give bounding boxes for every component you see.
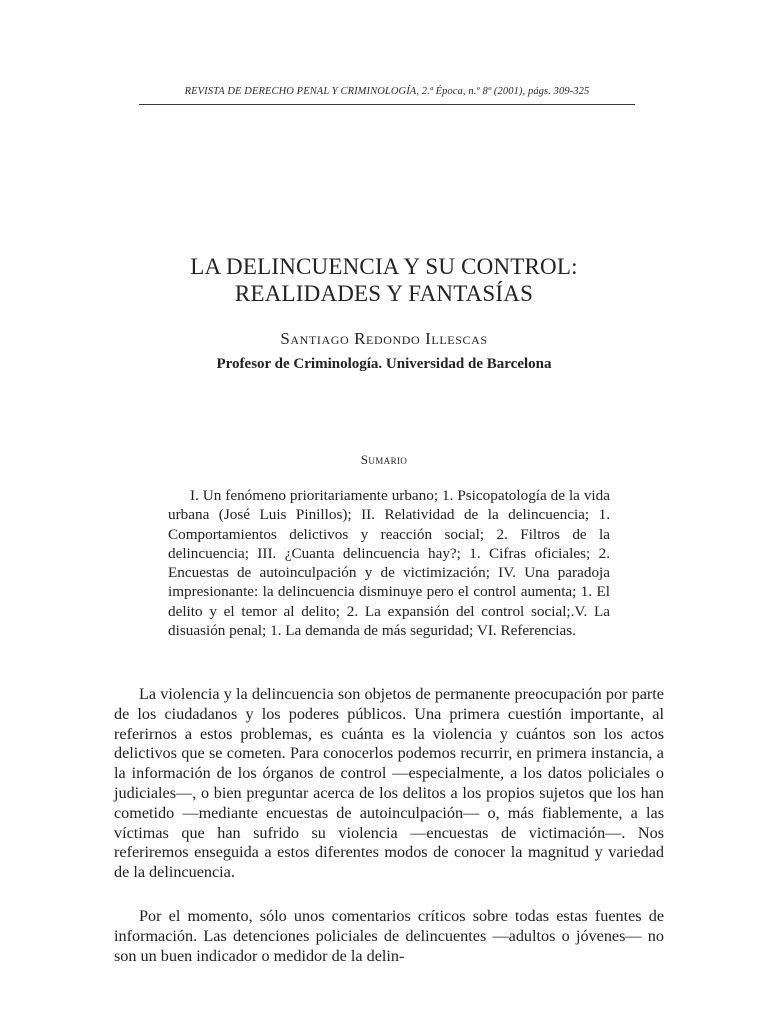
author-affiliation: Profesor de Criminología. Universidad de Barcelona	[216, 356, 552, 372]
running-header: REVISTA DE DERECHO PENAL Y CRIMINOLOGÍA, 2.ª Época, n.º 8º (2001), págs. 309-325	[184, 86, 590, 97]
header-rule	[139, 104, 635, 105]
body-paragraph: La violencia y la delincuencia son objetos de permanente preocupación por parte de los ciudadanos y los poderes públicos. Una primera cuestión importante, al referirnos a estos problemas, es cuánta es la violencia y cuántos son los actos delictivos que se cometen. Para conocerlos podemos recurrir, en primera instancia, a la información de los órganos de control —especialmente, a los datos policiales o judiciales—, o bien preguntar acerca de los delitos a los propios sujetos que los han cometido —mediante encuestas de autoinculpación— o, más fiablemente, a las víctimas que han sufrido su violencia —encuestas de victimación—. Nos referiremos enseguida a estos diferentes modos de conocer la magnitud y variedad de la delincuencia.	[114, 685, 664, 882]
title-line-1: LA DELINCUENCIA Y SU CONTROL:	[190, 254, 578, 279]
title-line-2: REALIDADES Y FANTASÍAS	[234, 281, 534, 306]
author-name: Santiago Redondo Illescas	[280, 329, 488, 348]
summary-text: I. Un fenómeno prioritariamente urbano; 1. Psicopatología de la vida urbana (José Luis Pinillos); II. Relatividad de la delincuencia; 1. Comportamientos delictivos y reacción social; 2. Filtros de la delincuencia; III. ¿Cuanta delincuencia hay?; 1. Cifras oficiales; 2. Encuestas de autoinculpación y de victimización; IV. Una paradoja impresionante: la delincuencia disminuye pero el control aumenta; 1. El delito y el temor al delito; 2. La expansión del control social;.V. La disuasión penal; 1. La demanda de más seguridad; VI. Referencias.	[168, 487, 610, 640]
summary-heading: Sumario	[360, 452, 408, 467]
article-title	[100, 253, 668, 307]
body-paragraph: Por el momento, sólo unos comentarios críticos sobre todas estas fuentes de información. Las detenciones policiales de delincuentes —adultos o jóvenes— no son un buen indicador o medidor de la delin-	[114, 907, 664, 965]
